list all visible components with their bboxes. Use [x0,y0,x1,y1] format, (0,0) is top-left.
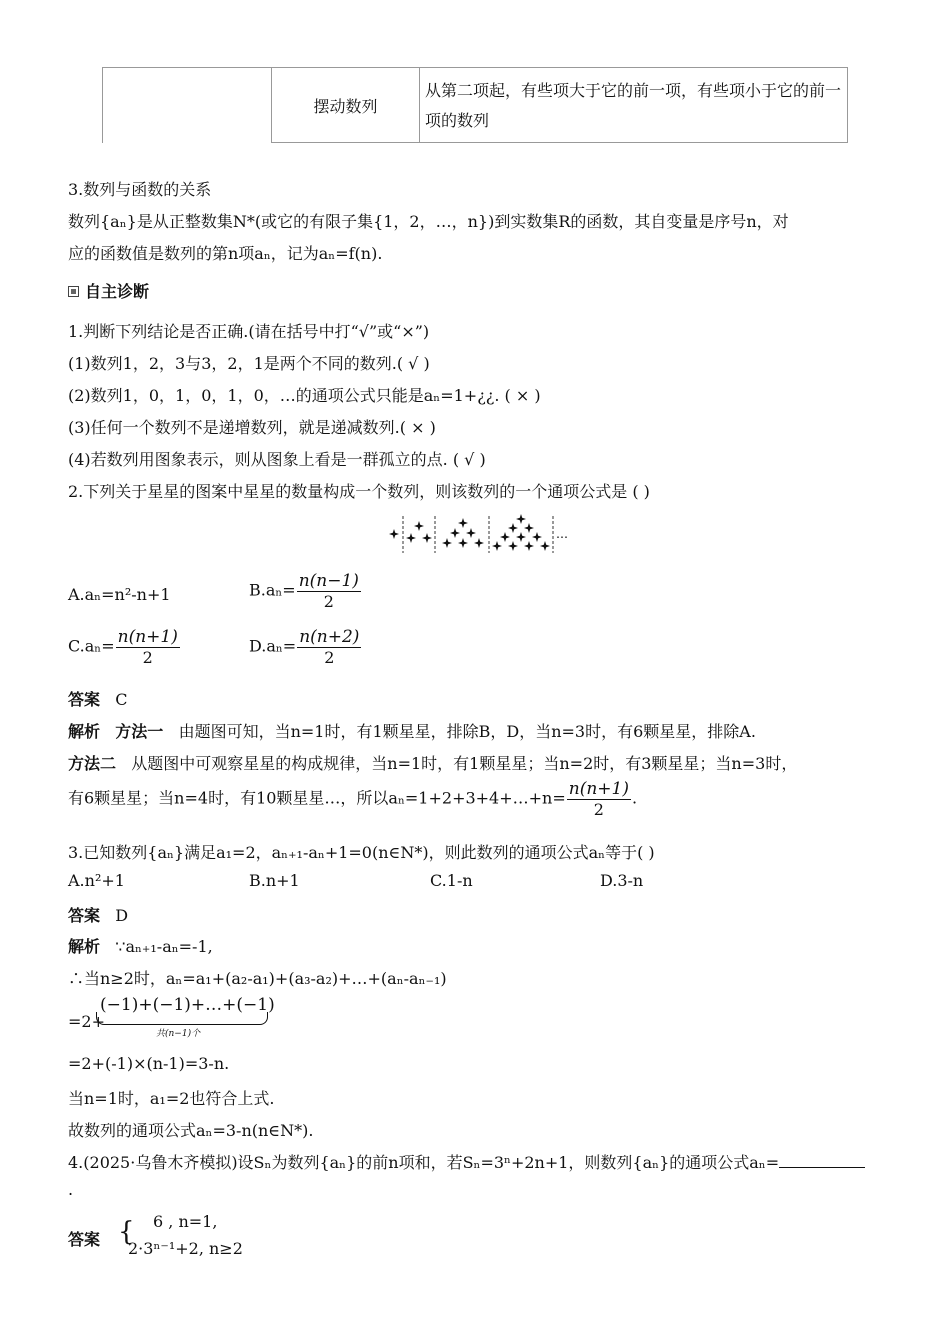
option-a: A.aₙ=n²-n+1 [68,585,171,604]
section-title: 3.数列与函数的关系 [68,180,212,199]
section-marker-icon [68,286,79,297]
piecewise-brace: { [118,1217,135,1247]
option-d: D.3-n [600,871,644,890]
question-stem: 3.已知数列{aₙ}满足a₁=2，aₙ₊₁-aₙ+1=0(n∈N*)，则此数列的通项公式aₙ等于( ) [68,843,655,862]
answer-row: 答案 D [68,906,129,925]
stem-end: . [68,1180,74,1199]
feature-table [102,67,848,144]
star-group-2 [406,521,432,543]
analysis-line: =2+ [68,1012,105,1031]
diagnosis-heading: 自主诊断 [68,279,149,302]
star-group-1 [389,529,399,539]
table-cell-definition [419,67,848,143]
option-c: C.1-n [430,871,473,890]
case-line: 2·3ⁿ⁻¹+2, n≥2 [128,1239,243,1258]
question-item: (3)任何一个数列不是递增数列，就是递减数列.( × ) [68,418,436,437]
option-b: B.n+1 [249,871,300,890]
table-cell-empty [102,67,272,143]
analysis-line: ∴当n≥2时，aₙ=a₁+(a₂-a₁)+(a₃-a₂)+…+(aₙ-aₙ₋₁) [68,969,447,988]
question-stem: 4.(2025·乌鲁木齐模拟)设Sₙ为数列{aₙ}的前n项和，若Sₙ=3ⁿ+2n+1，则数列{aₙ}的通项公式aₙ= [68,1150,865,1173]
section-text: 应的函数值是数列的第n项aₙ，记为aₙ=f(n). [68,244,383,263]
analysis-line: 故数列的通项公式aₙ=3-n(n∈N*). [68,1121,314,1140]
option-d: D.aₙ= $\frac{n(n+2)}{2}$ [249,627,360,667]
cell-text: 摆动数列 [313,97,378,116]
underbrace [96,1012,268,1025]
answer-row: 答案 C [68,690,128,709]
section-text: 数列{aₙ}是从正整数集N*(或它的有限子集{1，2，…，n})到实数集R的函数，其自变量是序号n，对 [68,212,789,231]
analysis-line: 当n=1时，a₁=2也符合上式. [68,1089,275,1108]
question-item: (1)数列1，2，3与3，2，1是两个不同的数列.( √ ) [68,354,430,373]
analysis-row: 方法二 从题图中可观察星星的构成规律，当n=1时，有1颗星星；当n=2时，有3颗星星；当n=3时， [68,754,798,773]
star-pattern-figure [385,513,570,555]
stars-continue: … [556,527,568,541]
analysis-line: =2+(-1)×(n-1)=3-n. [68,1054,230,1073]
question-item: (2)数列1，0，1，0，1，0，…的通项公式只能是aₙ=1+¿¿. ( × ) [68,386,541,405]
star-group-4 [492,514,550,551]
brace-label: 共(n−1)个 [156,1029,201,1039]
analysis-row: 解析 方法一 由题图可知，当n=1时，有1颗星星，排除B，D，当n=3时，有6颗星星，排除A. [68,722,756,741]
question-stem: 1.判断下列结论是否正确.(请在括号中打“√”或“×”) [68,322,430,341]
option-c: C.aₙ= $\frac{n(n+1)}{2}$ [68,627,178,667]
table-cell-name [271,67,420,143]
analysis-row: 解析 ∵aₙ₊₁-aₙ=-1, [68,937,213,956]
answer-label: 答案 [68,1230,101,1249]
star-group-3 [442,518,484,548]
analysis-row: 有6颗星星；当n=4时，有10颗星星…，所以aₙ=1+2+3+4+…+n= $\frac{n(n+1)}{2}$ . [68,779,638,819]
question-item: (4)若数列用图象表示，则从图象上看是一群孤立的点. ( √ ) [68,450,486,469]
brace-content: (−1)+(−1)+…+(−1) [100,995,275,1015]
cell-text: 从第二项起，有些项大于它的前一项，有些项小于它的前一项的数列 [425,81,842,130]
question-stem: 2.下列关于星星的图案中星星的数量构成一个数列，则该数列的一个通项公式是 ( ) [68,482,650,501]
option-b: B.aₙ= $\frac{n(n-1)}{2}$ [249,571,359,611]
answer-blank[interactable] [779,1153,865,1168]
case-line: 6 , n=1, [153,1212,218,1231]
option-a: A.n²+1 [68,871,125,890]
